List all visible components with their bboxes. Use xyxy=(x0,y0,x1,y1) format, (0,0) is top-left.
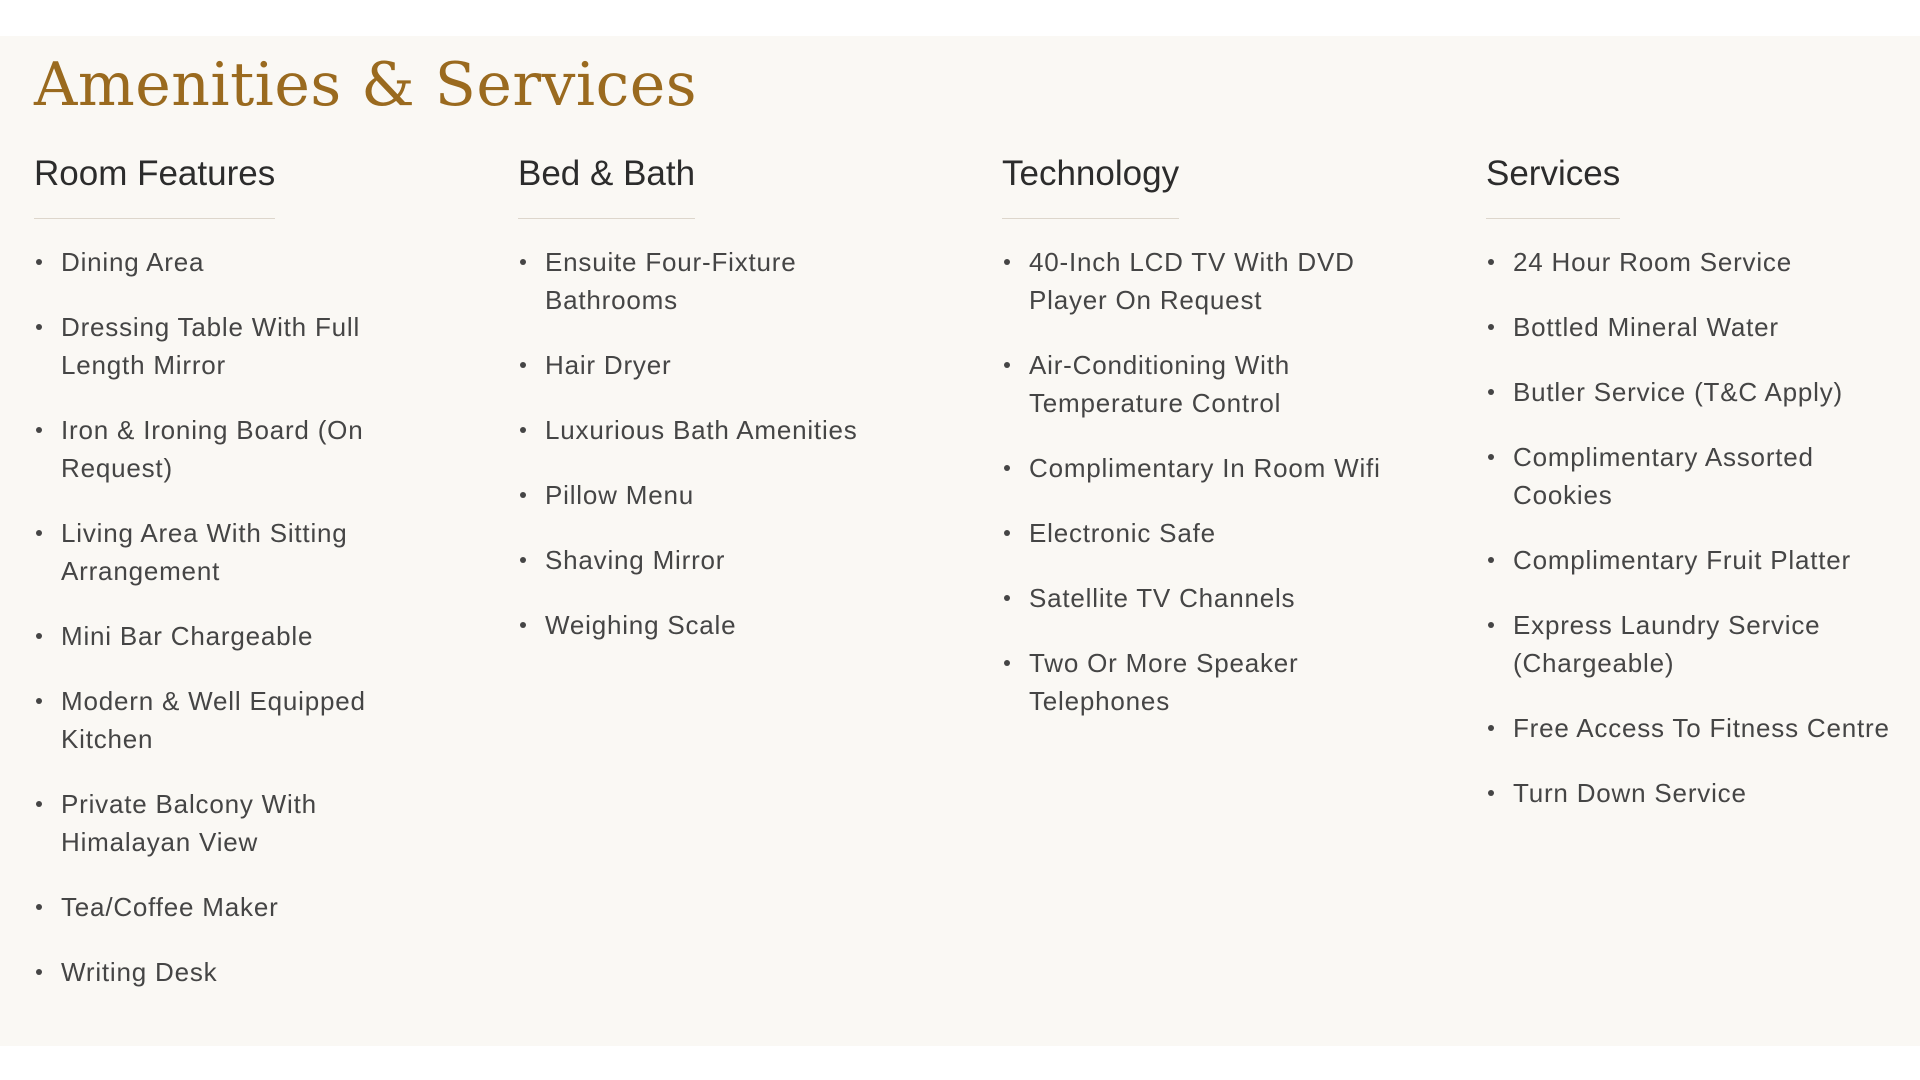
list-item-label: Modern & Well Equipped Kitchen xyxy=(61,686,366,755)
list-item xyxy=(1486,709,1906,747)
bullet-icon xyxy=(1004,530,1010,536)
bullet-icon xyxy=(36,801,42,807)
list-item xyxy=(34,411,404,487)
bullet-icon xyxy=(36,904,42,910)
bullet-icon xyxy=(36,633,42,639)
list-item-label: Complimentary Assorted Cookies xyxy=(1513,442,1814,511)
bullet-icon xyxy=(1488,557,1494,563)
bullet-icon xyxy=(520,492,526,498)
list-item-label: 24 Hour Room Service xyxy=(1513,247,1792,278)
bullet-icon xyxy=(520,557,526,563)
list-item-label: Turn Down Service xyxy=(1513,778,1747,809)
column-bed-bath xyxy=(518,154,918,671)
bullet-icon xyxy=(36,698,42,704)
amenities-columns xyxy=(34,154,1914,1034)
list-item xyxy=(518,606,918,644)
column-room-features xyxy=(34,154,404,1018)
bullet-icon xyxy=(1488,454,1494,460)
list-item-label: Bottled Mineral Water xyxy=(1513,312,1779,343)
list-item-label: Dining Area xyxy=(61,247,205,278)
list-item xyxy=(34,617,404,655)
list-item xyxy=(34,785,404,861)
page-title: Amenities & Services xyxy=(34,50,697,120)
bullet-icon xyxy=(520,259,526,265)
list-item-label: Air-Conditioning With Temperature Control xyxy=(1029,350,1291,419)
list-item-label: Satellite TV Channels xyxy=(1029,583,1296,614)
column-heading: Bed & Bath xyxy=(518,154,695,219)
bullet-icon xyxy=(36,259,42,265)
list-item-label: Iron & Ironing Board (On Request) xyxy=(61,415,364,484)
amenity-list xyxy=(1002,243,1402,720)
list-item xyxy=(34,953,404,991)
amenity-list xyxy=(518,243,918,644)
bullet-icon xyxy=(1004,465,1010,471)
bullet-icon xyxy=(1488,259,1494,265)
list-item xyxy=(1002,514,1402,552)
list-item-label: Complimentary Fruit Platter xyxy=(1513,545,1852,576)
list-item xyxy=(1486,774,1906,812)
list-item xyxy=(1486,606,1906,682)
bullet-icon xyxy=(1004,660,1010,666)
bullet-icon xyxy=(1488,622,1494,628)
bullet-icon xyxy=(520,362,526,368)
list-item-label: Luxurious Bath Amenities xyxy=(545,415,858,446)
list-item xyxy=(1002,644,1402,720)
list-item xyxy=(34,514,404,590)
list-item-label: Free Access To Fitness Centre xyxy=(1513,713,1890,744)
list-item-label: Pillow Menu xyxy=(545,480,694,511)
bullet-icon xyxy=(520,622,526,628)
list-item-label: Tea/Coffee Maker xyxy=(61,892,279,923)
amenity-list xyxy=(1486,243,1906,812)
list-item-label: Electronic Safe xyxy=(1029,518,1216,549)
list-item-label: Hair Dryer xyxy=(545,350,672,381)
column-heading: Technology xyxy=(1002,154,1179,219)
list-item xyxy=(518,476,918,514)
list-item-label: Weighing Scale xyxy=(545,610,737,641)
column-heading: Services xyxy=(1486,154,1620,219)
list-item xyxy=(518,346,918,384)
list-item xyxy=(34,308,404,384)
list-item xyxy=(1002,579,1402,617)
bullet-icon xyxy=(36,530,42,536)
list-item xyxy=(518,541,918,579)
bullet-icon xyxy=(1488,389,1494,395)
bullet-icon xyxy=(1488,790,1494,796)
list-item xyxy=(1486,541,1906,579)
list-item-label: Two Or More Speaker Telephones xyxy=(1029,648,1299,717)
list-item-label: Private Balcony With Himalayan View xyxy=(61,789,317,858)
list-item-label: Writing Desk xyxy=(61,957,218,988)
list-item xyxy=(1002,449,1402,487)
list-item-label: Dressing Table With Full Length Mirror xyxy=(61,312,361,381)
bullet-icon xyxy=(520,427,526,433)
list-item-label: 40-Inch LCD TV With DVD Player On Request xyxy=(1029,247,1355,316)
list-item xyxy=(34,888,404,926)
bullet-icon xyxy=(36,969,42,975)
amenities-section xyxy=(0,36,1920,1046)
column-services xyxy=(1486,154,1906,839)
list-item xyxy=(1486,373,1906,411)
list-item xyxy=(1486,243,1906,281)
bullet-icon xyxy=(36,427,42,433)
list-item-label: Complimentary In Room Wifi xyxy=(1029,453,1381,484)
column-heading: Room Features xyxy=(34,154,275,219)
list-item xyxy=(1002,346,1402,422)
list-item-label: Ensuite Four-Fixture Bathrooms xyxy=(545,247,797,316)
list-item xyxy=(1002,243,1402,319)
list-item-label: Shaving Mirror xyxy=(545,545,726,576)
bullet-icon xyxy=(1004,259,1010,265)
list-item xyxy=(518,411,918,449)
list-item xyxy=(1486,438,1906,514)
list-item-label: Living Area With Sitting Arrangement xyxy=(61,518,348,587)
list-item xyxy=(34,682,404,758)
bullet-icon xyxy=(1488,725,1494,731)
list-item-label: Mini Bar Chargeable xyxy=(61,621,314,652)
bullet-icon xyxy=(36,324,42,330)
bullet-icon xyxy=(1488,324,1494,330)
amenity-list xyxy=(34,243,404,991)
bullet-icon xyxy=(1004,595,1010,601)
list-item xyxy=(518,243,918,319)
list-item-label: Butler Service (T&C Apply) xyxy=(1513,377,1844,408)
bullet-icon xyxy=(1004,362,1010,368)
list-item xyxy=(1486,308,1906,346)
column-technology xyxy=(1002,154,1402,747)
list-item xyxy=(34,243,404,281)
list-item-label: Express Laundry Service (Chargeable) xyxy=(1513,610,1821,679)
